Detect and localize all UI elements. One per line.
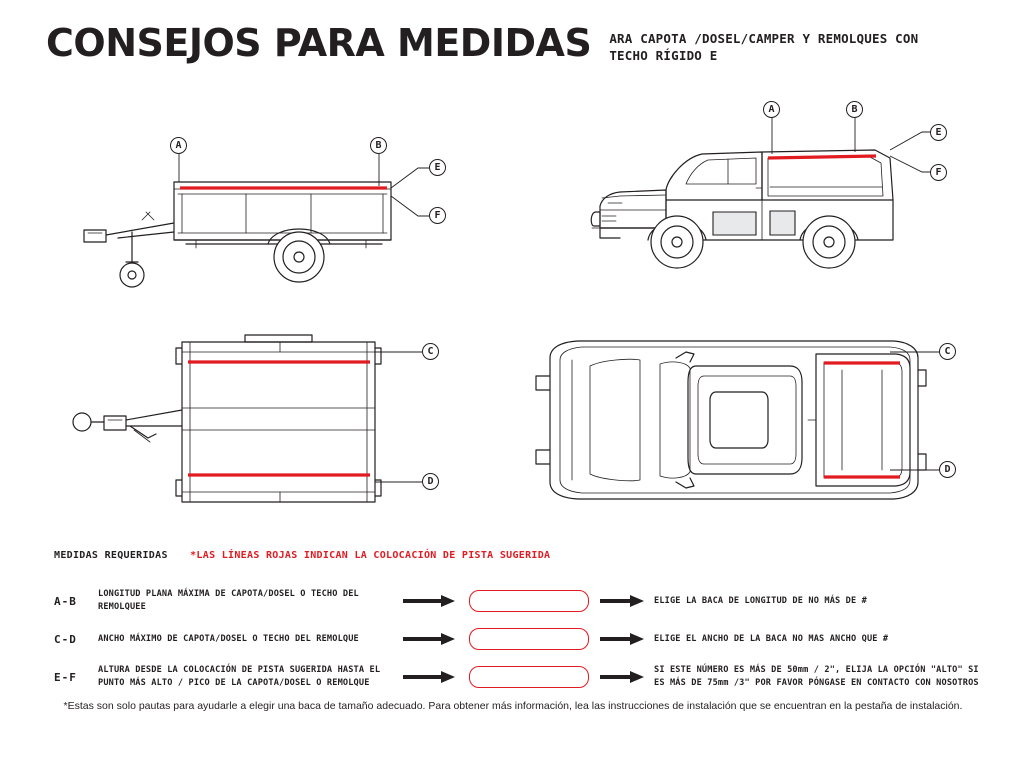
trailer-side-view-illustration (46, 120, 466, 310)
callout-badge-b-truck-side: B (846, 101, 863, 118)
callout-badge-b-trailer-side: B (370, 137, 387, 154)
arrow-out-cd (594, 632, 654, 646)
legend-header (54, 550, 550, 561)
arrow-in-ab (398, 594, 464, 608)
value-field-cd[interactable] (469, 628, 589, 650)
callout-badge-c-trailer-top: C (422, 343, 439, 360)
value-field-ab[interactable] (469, 590, 589, 612)
legend-note: *LAS LÍNEAS ROJAS INDICAN LA COLOCACIÓN DE PISTA SUGERIDA (190, 550, 551, 561)
arrow-in-cd (398, 632, 464, 646)
callout-badge-f-truck-side: F (930, 164, 947, 181)
right-arrow-icon (403, 594, 459, 608)
value-field-ef-wrapper (464, 666, 594, 688)
truck-side-view-illustration (470, 92, 990, 302)
truck-top-view-illustration (490, 330, 990, 520)
right-arrow-icon (403, 670, 459, 684)
callout-badge-e-truck-side: E (930, 124, 947, 141)
right-arrow-icon (600, 632, 648, 646)
page-subtitle: ARA CAPOTA /DOSEL/CAMPER Y REMOLQUES CON TECHO RÍGIDO E (609, 31, 919, 63)
row-code-ab: A-B (54, 594, 77, 608)
value-field-ab-wrapper (464, 590, 594, 612)
callout-badge-a-truck-side: A (763, 101, 780, 118)
right-arrow-icon (600, 594, 648, 608)
callout-badge-a-trailer-side: A (170, 137, 187, 154)
row-result-ef: SI ESTE NÚMERO ES MÁS DE 50mm / 2", ELIJA LA OPCIÓN "ALTO" SI ES MÁS DE 75mm /3" POR FAVOR PÓNGASE EN CONTACTO CON NOSOTROS (654, 665, 979, 688)
callout-badge-f-trailer-side: F (429, 207, 446, 224)
callout-badge-e-trailer-side: E (429, 159, 446, 176)
right-arrow-icon (403, 632, 459, 646)
callout-badge-d-truck-top: D (939, 461, 956, 478)
arrow-out-ef (594, 670, 654, 684)
page-title: CONSEJOS PARA MEDIDAS (46, 21, 592, 65)
callout-badge-c-truck-top: C (939, 343, 956, 360)
footnote: *Estas son solo pautas para ayudarle a elegir una baca de tamaño adecuado. Para obtener más información, lea las instrucciones de instalación que se encuentran en la pestaña de instalación. (63, 700, 963, 712)
trailer-side-svg (46, 120, 466, 310)
row-code-ef: E-F (54, 670, 77, 684)
value-field-ef[interactable] (469, 666, 589, 688)
truck-side-svg (470, 92, 990, 302)
legend-label: MEDIDAS REQUERIDAS (54, 550, 168, 561)
arrow-in-ef (398, 670, 464, 684)
row-description-ef: ALTURA DESDE LA COLOCACIÓN DE PISTA SUGERIDA HASTA EL PUNTO MÁS ALTO / PICO DE LA CAPOTA/DOSEL O REMOLQUE (98, 665, 381, 688)
row-code-cd: C-D (54, 632, 77, 646)
trailer-top-view-illustration (30, 330, 460, 520)
row-result-cd: ELIGE EL ANCHO DE LA BACA NO MAS ANCHO QUE # (654, 633, 889, 644)
table-row (54, 662, 984, 692)
truck-top-svg (490, 330, 990, 520)
table-row (54, 586, 984, 616)
table-row (54, 624, 984, 654)
page-header (46, 21, 984, 65)
row-result-ab: ELIGE LA BACA DE LONGITUD DE NO MÁS DE # (654, 595, 867, 606)
right-arrow-icon (600, 670, 648, 684)
callout-badge-d-trailer-top: D (422, 473, 439, 490)
value-field-cd-wrapper (464, 628, 594, 650)
row-description-cd: ANCHO MÁXIMO DE CAPOTA/DOSEL O TECHO DEL REMOLQUE (98, 633, 359, 644)
arrow-out-ab (594, 594, 654, 608)
measurements-table (54, 586, 984, 700)
row-description-ab: LONGITUD PLANA MÁXIMA DE CAPOTA/DOSEL O TECHO DEL REMOLQUEE (98, 589, 359, 612)
trailer-top-svg (30, 330, 460, 520)
